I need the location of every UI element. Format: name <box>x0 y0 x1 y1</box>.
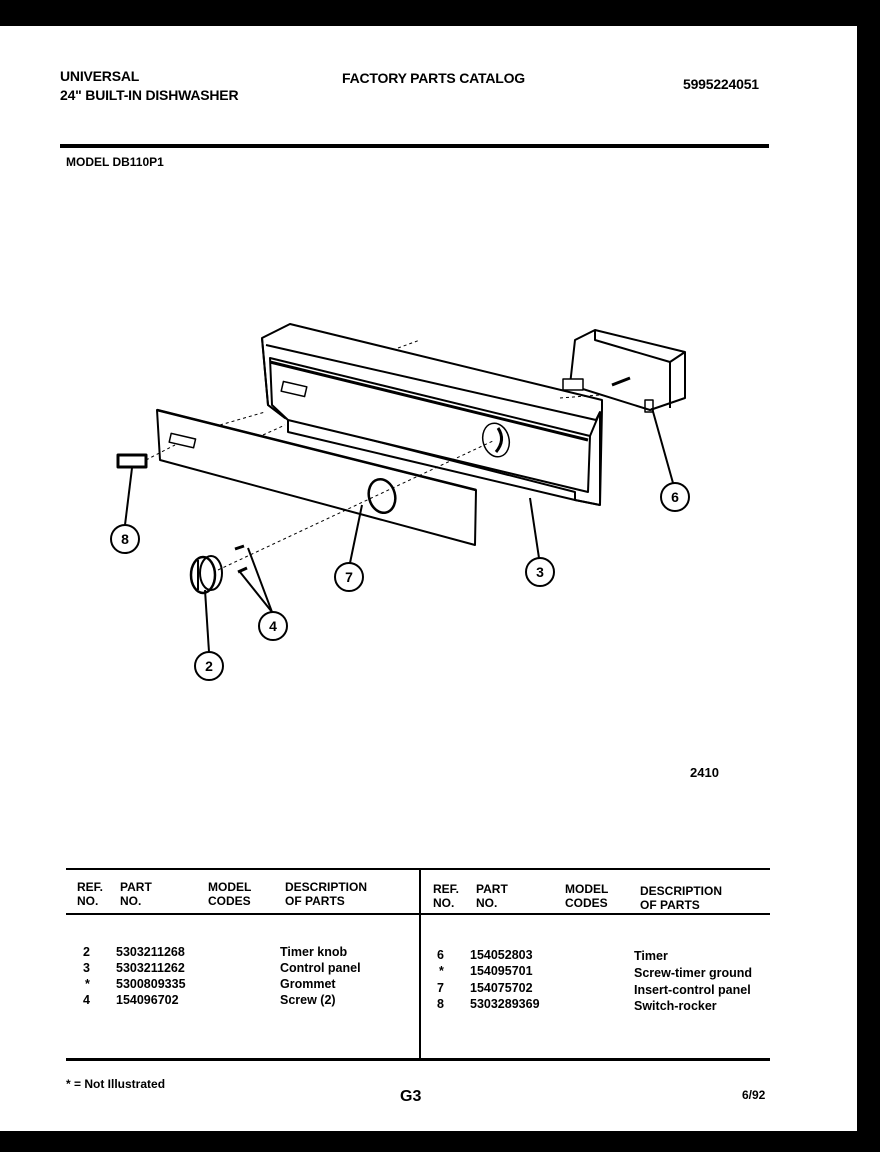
part-no: 5303289369 <box>470 997 540 1011</box>
callout-7 <box>335 563 363 591</box>
page-code: G3 <box>400 1088 422 1105</box>
part-description: Timer <box>634 949 668 963</box>
ref-no: 8 <box>437 997 444 1011</box>
part-no: 154095701 <box>470 964 533 978</box>
part-no: 154075702 <box>470 981 533 995</box>
ref-no: * <box>439 964 444 978</box>
figure-number: 2410 <box>690 765 719 780</box>
scan-border-bottom <box>0 1131 880 1152</box>
brand-name: UNIVERSAL <box>60 68 140 84</box>
callout-4 <box>259 612 287 640</box>
scan-border-top <box>0 0 880 26</box>
model-label: MODEL DB110P1 <box>66 155 164 169</box>
catalog-number: 5995224051 <box>683 76 759 92</box>
header-part-no-right: PART NO. <box>476 882 508 910</box>
ref-no: * <box>85 977 90 991</box>
header-description: DESCRIPTION OF PARTS <box>285 880 368 908</box>
ref-no: 4 <box>83 993 90 1007</box>
part-description: Control panel <box>280 961 361 975</box>
ref-no: 6 <box>437 948 444 962</box>
callout-8 <box>111 525 139 553</box>
header-description-right: DESCRIPTION OF PARTS <box>640 884 723 912</box>
part-description: Timer knob <box>280 945 348 959</box>
ref-no: 3 <box>83 961 90 975</box>
part-description: Screw-timer ground <box>634 966 753 980</box>
part-description: Insert-control panel <box>634 983 751 997</box>
callout-2 <box>195 652 223 680</box>
header-ref-no: REF. NO. <box>77 880 104 908</box>
table-header-rule <box>66 913 770 915</box>
part-no: 5303211262 <box>116 961 185 975</box>
part-no: 154096702 <box>116 993 179 1007</box>
timer-knob-part <box>191 556 222 593</box>
svg-text:6: 6 <box>671 489 679 505</box>
part-no: 5303211268 <box>116 945 185 959</box>
svg-text:3: 3 <box>536 564 544 580</box>
header-ref-no-right: REF. NO. <box>433 882 460 910</box>
ref-no: 2 <box>83 945 90 959</box>
svg-text:7: 7 <box>345 569 353 585</box>
ref-no: 7 <box>437 981 444 995</box>
svg-text:2: 2 <box>205 658 213 674</box>
svg-text:4: 4 <box>269 618 277 634</box>
catalog-title: FACTORY PARTS CATALOG <box>342 70 525 86</box>
svg-text:8: 8 <box>121 531 129 547</box>
not-illustrated-footnote: * = Not Illustrated <box>66 1077 166 1091</box>
product-name: 24" BUILT-IN DISHWASHER <box>60 87 239 103</box>
callout-3 <box>526 558 554 586</box>
part-no: 154052803 <box>470 948 533 962</box>
exploded-parts-diagram <box>0 300 880 720</box>
table-column-divider <box>419 870 421 1058</box>
table-top-rule <box>66 868 770 870</box>
callout-6 <box>661 483 689 511</box>
header-divider <box>60 144 769 148</box>
revision-date: 6/92 <box>742 1088 766 1102</box>
table-bottom-rule <box>66 1058 770 1061</box>
part-description: Grommet <box>280 977 336 991</box>
part-description: Switch-rocker <box>634 999 717 1013</box>
header-part-no: PART NO. <box>120 880 152 908</box>
part-description: Screw (2) <box>280 993 336 1007</box>
part-no: 5300809335 <box>116 977 186 991</box>
header-model-codes: MODEL CODES <box>208 880 252 908</box>
header-model-codes-right: MODEL CODES <box>565 882 609 910</box>
switch-rocker-part <box>118 455 146 467</box>
